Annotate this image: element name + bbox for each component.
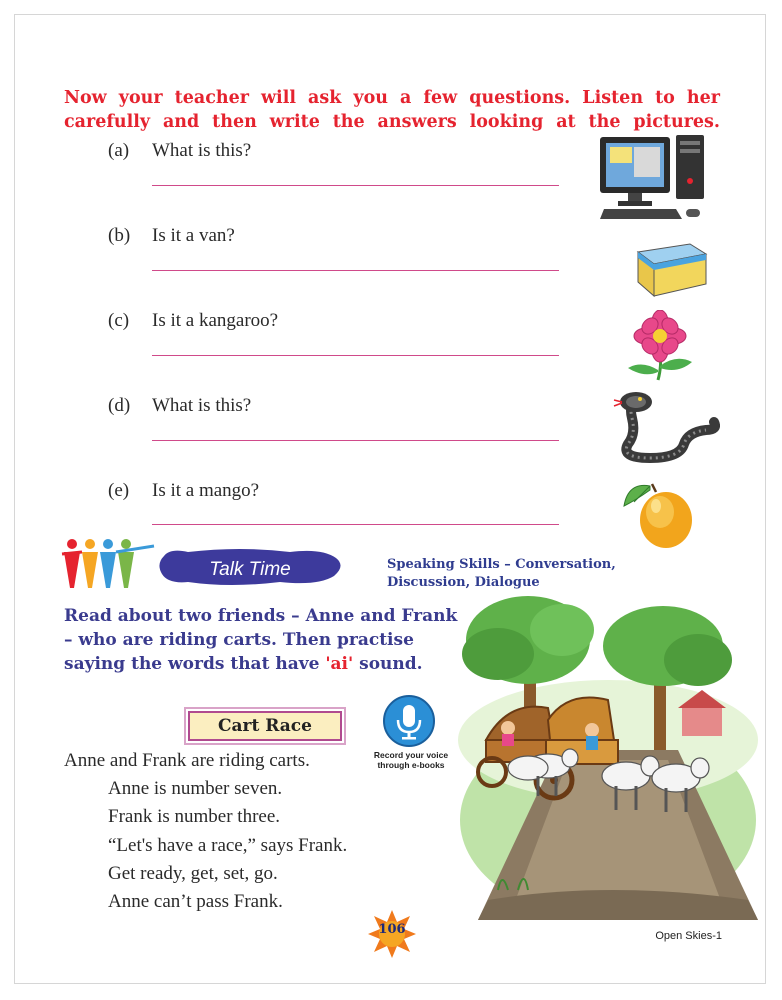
question-label: (a) <box>108 140 130 161</box>
answer-line-b[interactable] <box>152 270 559 271</box>
answer-line-a[interactable] <box>152 185 559 186</box>
poem-title: Cart Race <box>188 711 342 741</box>
read-instruction <box>64 604 464 676</box>
flower-picture <box>620 310 700 382</box>
question-text: What is this? <box>152 140 252 161</box>
page-number: 106 <box>378 922 406 937</box>
computer-picture <box>596 133 714 223</box>
question-text: Is it a kangaroo? <box>152 310 279 331</box>
question-text: Is it a mango? <box>152 480 260 501</box>
read-instruction-end: sound. <box>353 654 423 674</box>
poem-line: Get ready, get, set, go. <box>108 863 278 884</box>
talk-time-banner <box>60 538 420 598</box>
question-c <box>108 310 278 332</box>
kids-logo-icon <box>62 539 154 588</box>
microphone-icon[interactable] <box>382 694 436 748</box>
poem-line: Frank is number three. <box>108 806 281 827</box>
record-line-2: through e-books <box>377 760 445 770</box>
question-d <box>108 395 251 417</box>
question-e <box>108 480 259 502</box>
question-label: (b) <box>108 225 131 246</box>
answer-line-e[interactable] <box>152 524 559 525</box>
question-label: (c) <box>108 310 130 331</box>
question-b <box>108 225 235 247</box>
record-voice-label <box>366 750 456 770</box>
question-a <box>108 140 251 162</box>
mango-picture <box>620 476 698 550</box>
book-title-footer: Open Skies-1 <box>655 930 722 942</box>
question-text: Is it a van? <box>152 225 235 246</box>
box-picture <box>628 238 710 302</box>
poem-line: Anne can’t pass Frank. <box>108 891 283 912</box>
poem-line: Anne and Frank are riding carts. <box>64 750 310 771</box>
question-label: (e) <box>108 480 130 501</box>
poem-line: “Let's have a race,” says Frank. <box>108 835 348 856</box>
question-text: What is this? <box>152 395 252 416</box>
record-line-1: Record your voice <box>373 750 449 760</box>
answer-line-d[interactable] <box>152 440 559 441</box>
talk-time-title: Talk Time <box>209 559 291 580</box>
speaking-skills-label <box>387 556 647 592</box>
ai-sound-highlight: 'ai' <box>325 654 354 674</box>
answer-line-c[interactable] <box>152 355 559 356</box>
poem-line: Anne is number seven. <box>108 778 283 799</box>
question-label: (d) <box>108 395 131 416</box>
cart-race-illustration <box>458 590 758 920</box>
read-instruction-text: Read about two friends – Anne and Frank – who are riding carts. Then practise saying the words that have <box>64 606 458 674</box>
skills-line-1: Speaking Skills – Conversation, <box>387 557 616 572</box>
skills-line-2: Discussion, Dialogue <box>387 575 540 590</box>
snake-picture <box>610 388 720 464</box>
instruction-text: Now your teacher will ask you a few questions. Listen to her carefully and then write the answers looking at the pictures. <box>64 88 720 132</box>
